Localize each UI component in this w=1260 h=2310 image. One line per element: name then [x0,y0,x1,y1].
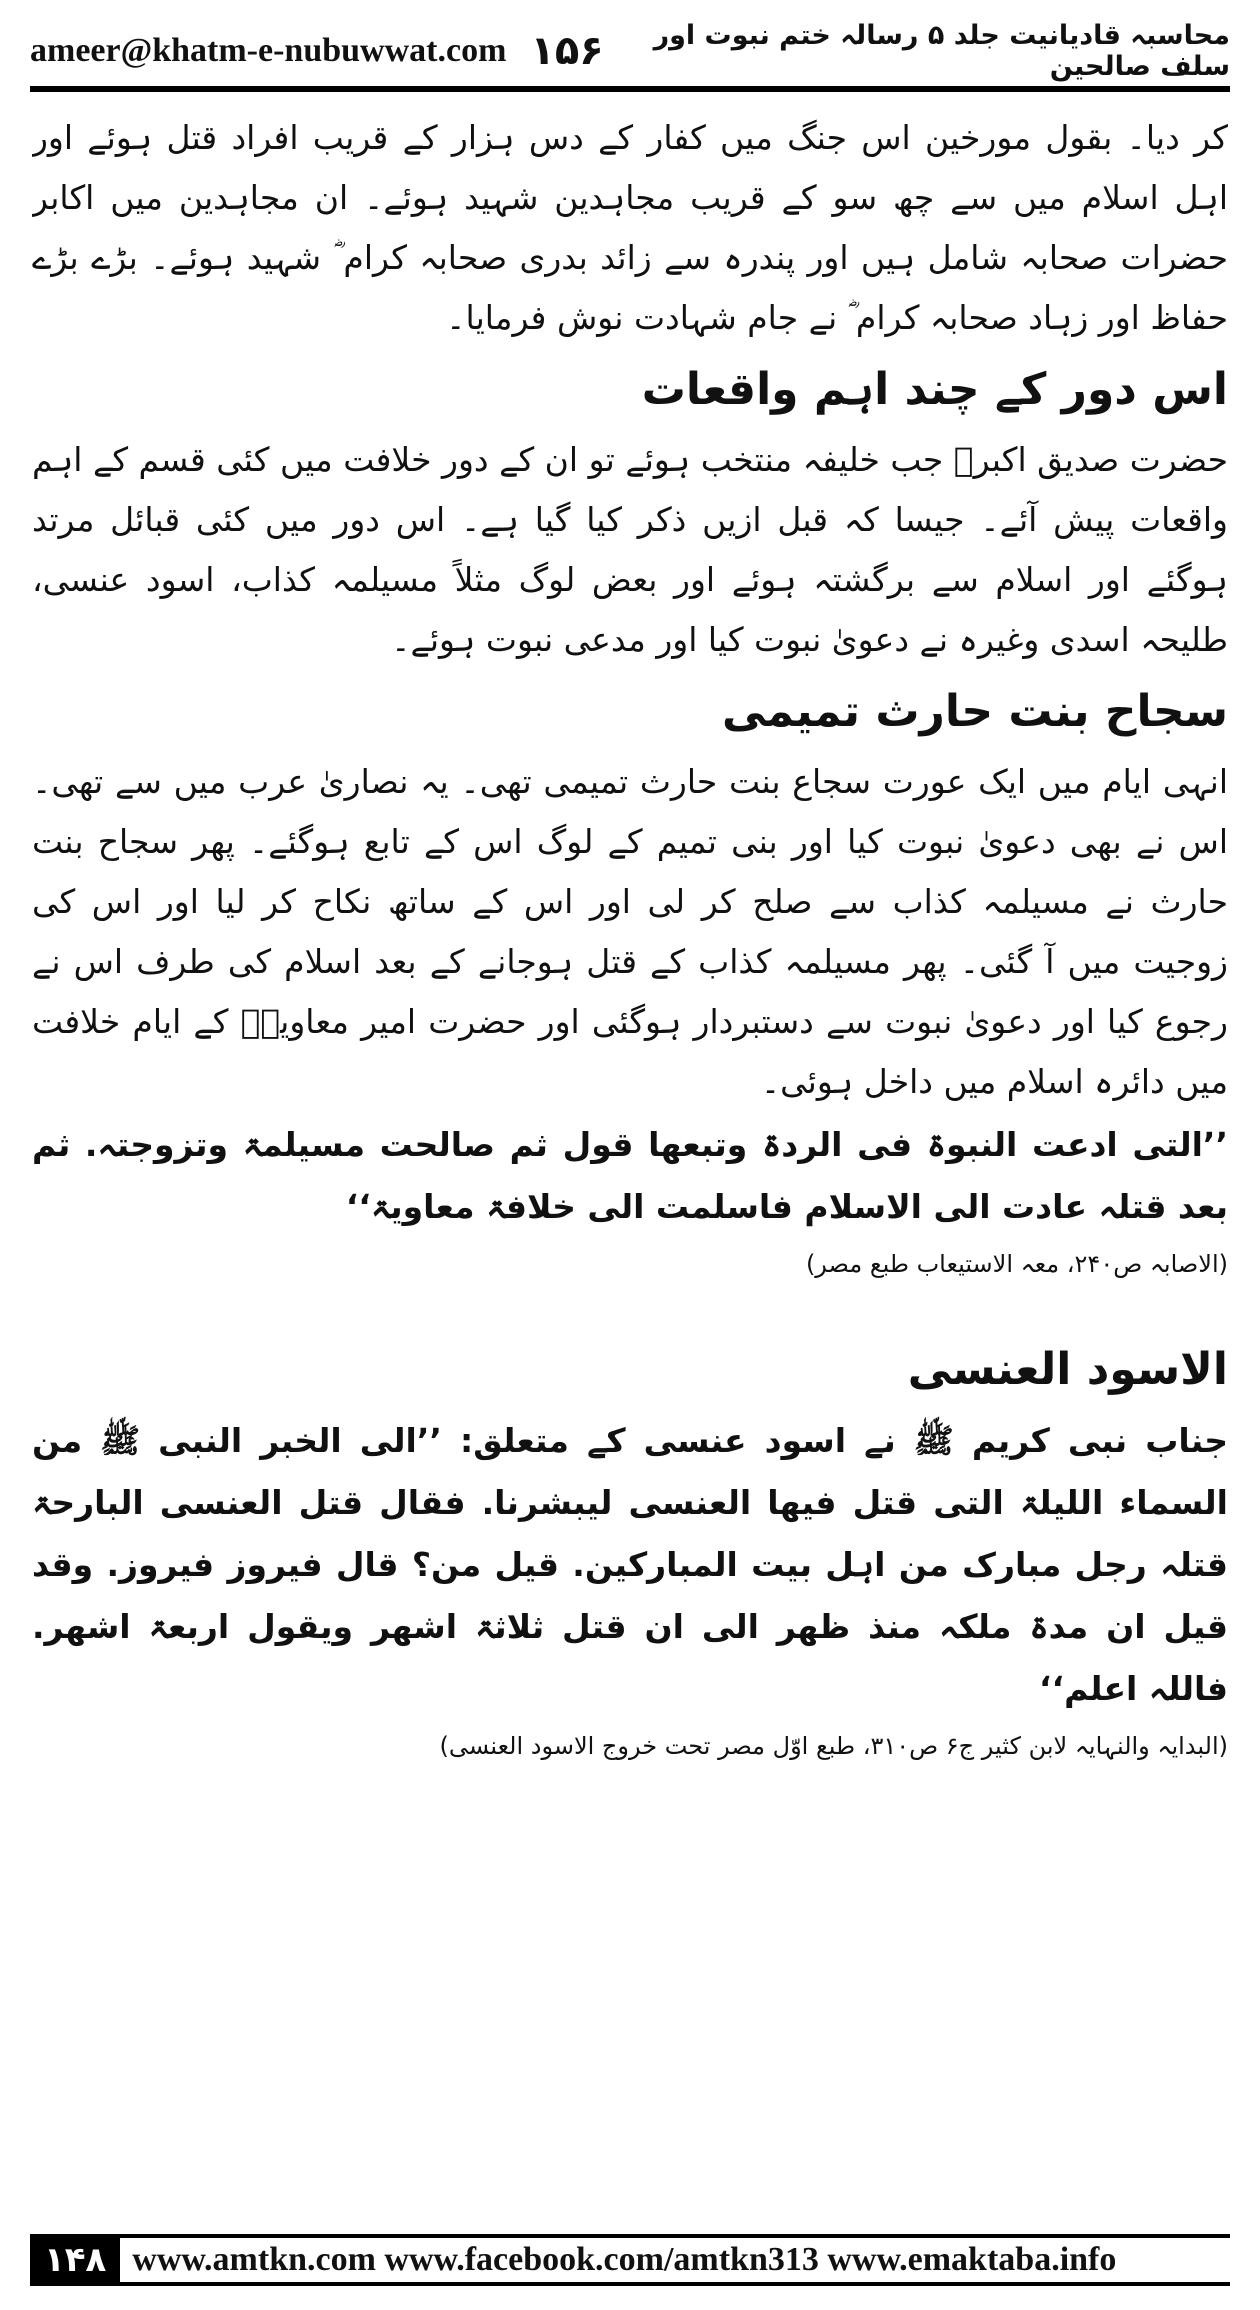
paragraph-4: جناب نبی کریم ﷺ نے اسود عنسی کے متعلق: ’’الی الخبر النبی ﷺ من السماء اللیلۃ التی قتل فیھا العنسی لیبشرنا. فقال قتل العنسی البارحۃ قتلہ رجل مبارک من اہل بیت المبارکین. قیل من؟ قال فیروز فیروز. وقد قیل ان مدۃ ملکہ منذ ظھر الی ان قتل ثلاثۃ اشھر ویقول اربعۃ اشھر. فاللہ اعلم‘‘ [32,1421,1228,1708]
footer-links: www.amtkn.com www.facebook.com/amtkn313 www.emaktaba.info [120,2234,1230,2286]
footer-page-number: ۱۴۸ [30,2234,120,2286]
heading-sajah: سجاح بنت حارث تمیمی [722,686,1228,737]
reference-1: (الاصابہ ص۲۴۰، معہ الاستیعاب طبع مصر) [805,1250,1228,1278]
paragraph-3: انہی ایام میں ایک عورت سجاع بنت حارث تمیمی تھی۔ یہ نصاریٰ عرب میں سے تھی۔ اس نے بھی دعویٰ نبوت کیا اور بنی تمیم کے لوگ اس کے تابع ہوگئے۔ پھر سجاح بنت حارث نے مسیلمہ کذاب سے صلح کر لی اور اس کے ساتھ نکاح کر لیا اور اس کی زوجیت میں آ گئی۔ پھر مسیلمہ کذاب کے قتل ہوجانے کے بعد اسلام کی طرف اس نے رجوع کیا اور دعویٰ نبوت سے دستبردار ہوگئی اور حضرت امیر معاویہؓ کے ایام خلافت میں دائرہ اسلام میں داخل ہوئی۔ [32,762,1228,1101]
page-header [30,22,1230,80]
page-footer [30,2232,1230,2288]
heading-events: اس دور کے چند اہم واقعات [641,364,1228,415]
header-rule [30,86,1230,92]
paragraph-2: حضرت صدیق اکبرؓ جب خلیفہ منتخب ہوئے تو ان کے دور خلافت میں کئی قسم کے اہم واقعات پیش آئے۔ جیسا کہ قبل ازیں ذکر کیا گیا ہے۔ اس دور میں کئی قبائل مرتد ہوگئے اور اسلام سے برگشتہ ہوئے اور بعض لوگ مثلاً مسیلمہ کذاب، اسود عنسی، طلیحہ اسدی وغیرہ نے دعویٰ نبوت کیا اور مدعی نبوت ہوئے۔ [32,440,1228,659]
header-title: محاسبہ قادیانیت جلد ۵ رسالہ ختم نبوت اور سلف صالحین [653,20,1230,82]
page-content [32,108,1228,2188]
reference-2: (البدایہ والنہایہ لابن کثیر ج۶ ص۳۱۰، طبع اوّل مصر تحت خروج الاسود العنسی) [439,1732,1228,1760]
arabic-quote-1: ’’التی ادعت النبوۃ فی الردۃ وتبعھا قول ثم صالحت مسیلمۃ وتزوجتہ. ثم بعد قتلہ عادت الی الاسلام فاسلمت الی خلافۃ معاویۃ‘‘ [32,1125,1228,1226]
heading-aswad: الاسود العنسی [907,1344,1228,1395]
spacer [32,1298,1228,1328]
paragraph-1: کر دیا۔ بقول مورخین اس جنگ میں کفار کے دس ہزار کے قریب افراد قتل ہوئے اور اہل اسلام میں سے چھ سو کے قریب مجاہدین شہید ہوئے۔ ان مجاہدین میں اکابر حضرات صحابہ شامل ہیں اور پندرہ سے زائد بدری صحابہ کرام ؓ شہید ہوئے۔ بڑے بڑے حفاظ اور زہاد صحابہ کرام ؓ نے جام شہادت نوش فرمایا۔ [32,118,1228,337]
header-left [30,28,604,74]
header-page-number: ۱۵۶ [530,28,604,74]
header-email: ameer@khatm-e-nubuwwat.com [30,32,507,69]
